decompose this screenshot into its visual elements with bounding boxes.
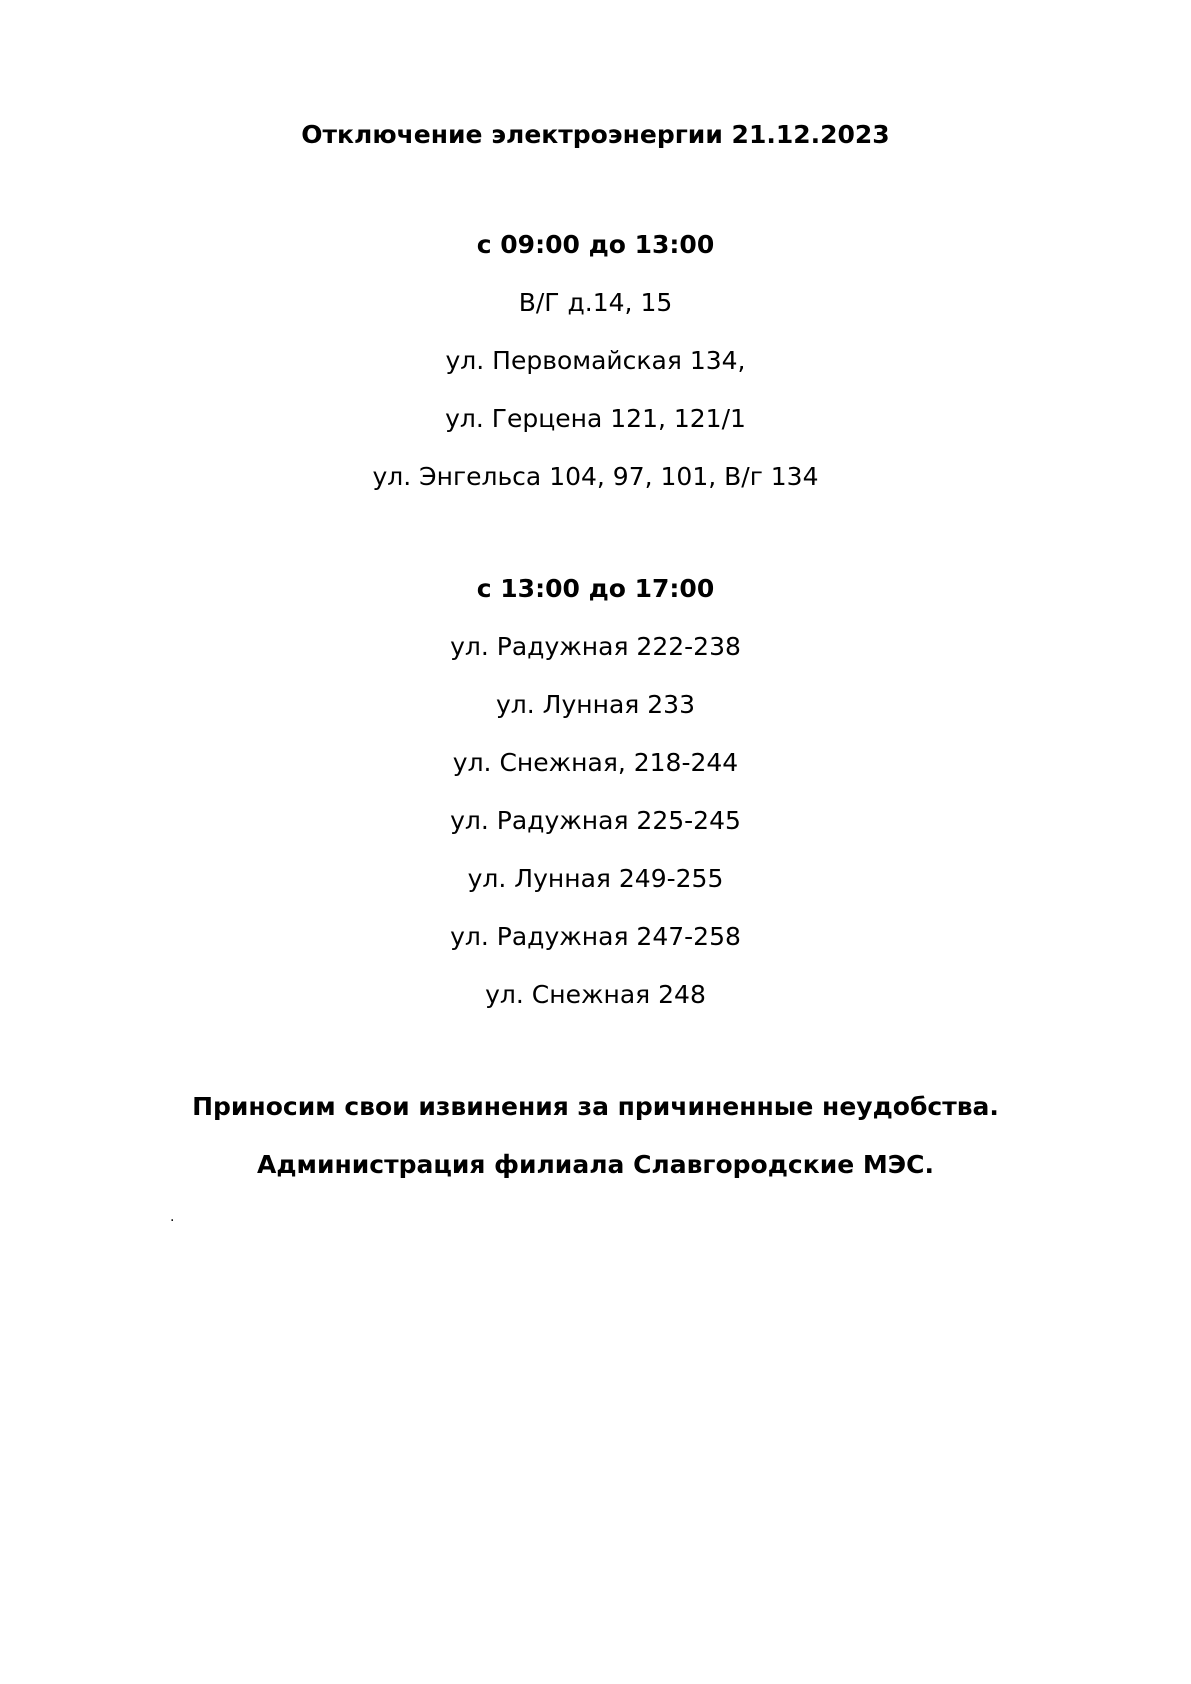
address-line: ул. Энгельса 104, 97, 101, В/г 134 (372, 462, 819, 491)
time-window-heading: с 09:00 до 13:00 (476, 230, 715, 259)
address-line: ул. Лунная 249-255 (467, 864, 724, 893)
address-line: ул. Герцена 121, 121/1 (445, 404, 746, 433)
signature-text: Администрация филиала Славгородские МЭС. (257, 1150, 934, 1179)
address-line: ул. Радужная 247-258 (450, 922, 741, 951)
address-line: ул. Радужная 222-238 (450, 632, 741, 661)
address-line: ул. Радужная 225-245 (450, 806, 741, 835)
address-line: ул. Первомайская 134, (445, 346, 746, 375)
page-title: Отключение электроэнергии 21.12.2023 (301, 120, 890, 149)
address-line: В/Г д.14, 15 (518, 288, 673, 317)
stray-mark: . (170, 1209, 175, 1225)
address-line: ул. Снежная, 218-244 (452, 748, 739, 777)
address-line: ул. Снежная 248 (485, 980, 706, 1009)
address-line: ул. Лунная 233 (496, 690, 695, 719)
apology-text: Приносим свои извинения за причиненные неудобства. (192, 1092, 999, 1121)
time-window-heading: с 13:00 до 17:00 (476, 574, 715, 603)
